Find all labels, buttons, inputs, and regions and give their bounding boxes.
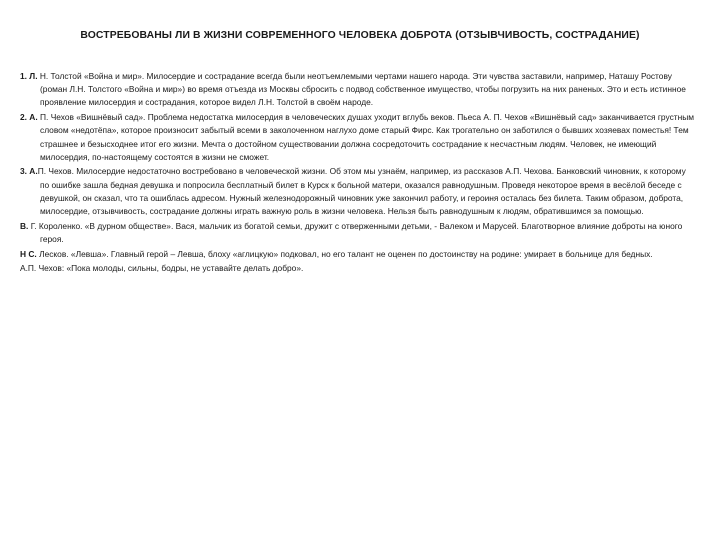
page-title: ВОСТРЕБОВАНЫ ЛИ В ЖИЗНИ СОВРЕМЕННОГО ЧЕЛОВЕКА ДОБРОТА (ОТЗЫВЧИВОСТЬ, СОСТРАДАНИЕ) [80,30,640,41]
paragraph-korolenko [20,220,696,246]
paragraph-lead: 2. А. [20,112,38,123]
paragraph-text: Н. Толстой «Война и мир». Милосердие и сострадание всегда были неотъемлемыми чертами нашего народа. Эти чувства заставили, например, Наташу Ростову (роман Л.Н. Толстого «Война и мир») во время отъезда из Москвы сбросить с подвод собственное имущество, чтобы погрузить на них раненых. Это и есть истинное проявление милосердия и сострадания, которое видел Л.Н. Толстой в своём народе. [37,71,686,108]
paragraph-lead: 1. Л. [20,71,38,81]
paragraph-text: А.П. Чехов: «Пока молоды, сильны, бодры, не уставайте делать добро». [20,263,304,274]
text-body [20,70,696,277]
paragraph-lead: В. [20,220,29,231]
paragraph-text: Г. Короленко. «В дурном обществе». Вася, мальчик из богатой семьи, дружит с отверженными детьми, - Валеком и Марусей. Благотворное влияние доброты на юного героя. [28,220,683,244]
paragraph-lead: 3. А. [20,166,38,177]
paragraph-text: П. Чехов «Вишнёвый сад». Проблема недостатка милосердия в человеческих душах уходит вглубь веков. Пьеса А. П. Чехов «Вишнёвый сад» заканчивается грустным словом «недотёпа», которое произносит забытый всеми в заколоченном наглухо доме старый Фирс. Как трогательно он заботился о бывших хозяевах поместья! Тем страшнее и безысходнее итог его жизни. Мечта о достойном существовании должна сосредоточить сострадание к несчастным людям. Человек, не имеющий милосердия, по-настоящему состоятся в жизни не сможет. [37,112,695,162]
paragraph-leskov [20,248,696,261]
paragraph-lead: Н С. [20,248,37,259]
paragraph-chekhov-stories [20,165,696,218]
paragraph-chekhov-quote [20,262,696,275]
paragraph-tolstoy [20,70,696,110]
paragraph-chekhov-cherry-orchard [20,111,696,164]
paragraph-text: П. Чехов. Милосердие недостаточно востребовано в человеческой жизни. Об этом мы узнаём, например, из рассказов А.П. Чехова. Банковский чиновник, к которому по ошибке зашла бедная девушка и попросила бесплатный билет в Курск к больной матери, оказался равнодушным. Проведя некоторое время в весёлой беседе с девушкой, он сказал, что та ошиблась адресом. Нужный железнодорожный чиновник уже закончил работу, и героиня осталась без билета. Таким образом, доброта, милосердие, отзывчивость, сострадание должны играть важную роль в жизни человека. Нельзя быть равнодушным к людям, обратившимся за помощью. [37,166,686,217]
paragraph-text: Лесков. «Левша». Главный герой – Левша, блоху «аглицкую» подковал, но его талант не оценен по достоинству на родине: умирает в больнице для бедных. [36,248,653,259]
